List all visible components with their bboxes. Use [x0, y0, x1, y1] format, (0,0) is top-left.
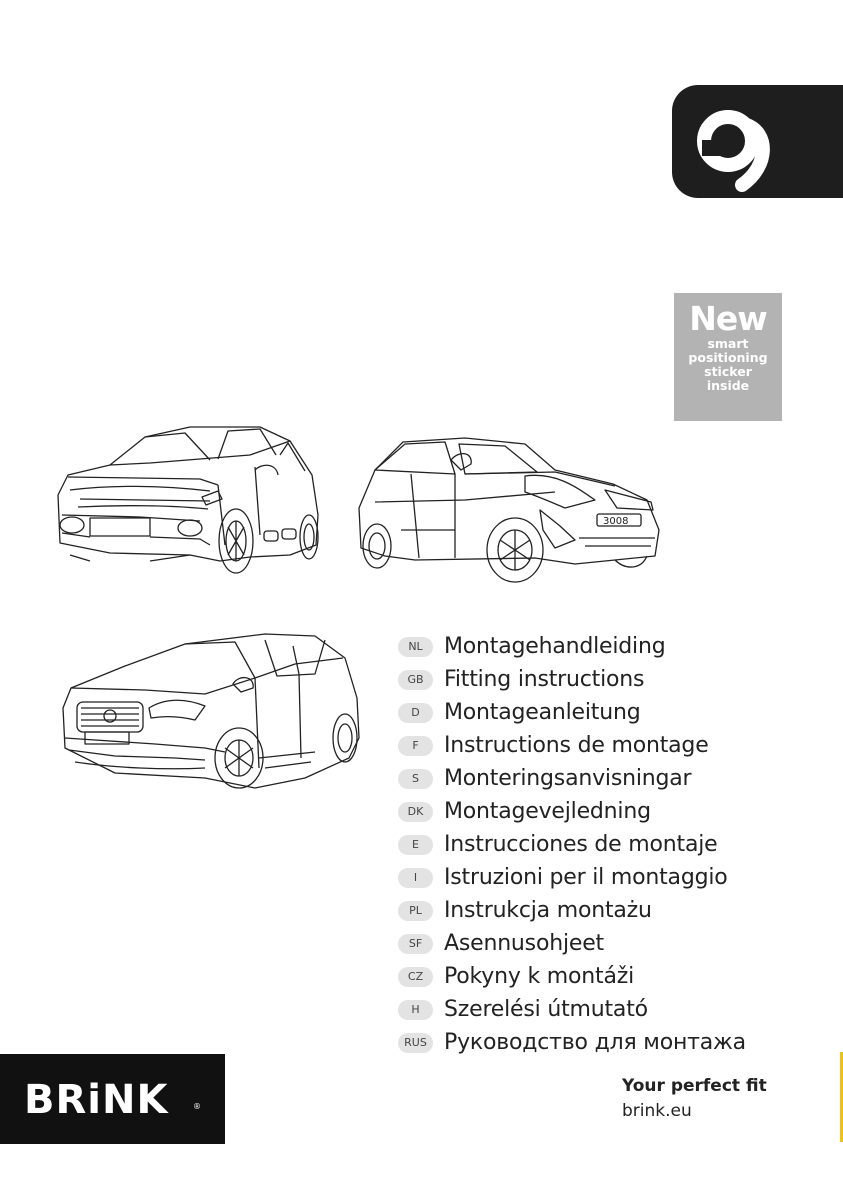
language-item-h: [398, 995, 838, 1025]
language-code-badge: I: [398, 868, 433, 888]
car-illustration-3: [55, 628, 365, 798]
website-url: brink.eu: [622, 1101, 692, 1121]
language-title: Montageanleitung: [444, 700, 641, 725]
language-code-badge: RUS: [398, 1033, 433, 1053]
language-item-nl: [398, 632, 838, 662]
brink-logo: [0, 1054, 225, 1144]
sticker-headline: New: [689, 299, 767, 338]
language-code-badge: PL: [398, 901, 433, 921]
language-item-gb: [398, 665, 838, 695]
language-code-badge: F: [398, 736, 433, 756]
language-code-badge: H: [398, 1000, 433, 1020]
language-item-s: [398, 764, 838, 794]
language-title: Instrucciones de montaje: [444, 832, 718, 857]
language-title: Instructions de montage: [444, 733, 709, 758]
language-title: Montagehandleiding: [444, 634, 666, 659]
language-item-pl: [398, 896, 838, 926]
language-item-d: [398, 698, 838, 728]
language-code-badge: NL: [398, 637, 433, 657]
language-title: Instrukcja montażu: [444, 898, 652, 923]
language-title: Pokyny k montáži: [444, 964, 635, 989]
brand-mark-icon: [672, 85, 843, 198]
language-code-badge: GB: [398, 670, 433, 690]
language-item-dk: [398, 797, 838, 827]
new-sticker-badge: [674, 293, 782, 421]
sticker-subtext: smart positioning sticker inside: [688, 336, 768, 393]
language-code-badge: DK: [398, 802, 433, 822]
language-title: Руководство для монтажа: [444, 1030, 746, 1055]
language-code-badge: S: [398, 769, 433, 789]
language-item-i: [398, 863, 838, 893]
language-code-badge: SF: [398, 934, 433, 954]
registered-mark: ®: [193, 1102, 201, 1111]
license-plate: 3008: [603, 516, 629, 527]
language-title: Montagevejledning: [444, 799, 651, 824]
logo-wordmark: BRiNK: [24, 1077, 169, 1123]
language-item-rus: [398, 1028, 838, 1058]
language-title: Asennusohjeet: [444, 931, 604, 956]
brand-tab: [672, 85, 843, 198]
language-title: Monteringsanvisningar: [444, 766, 692, 791]
language-code-badge: E: [398, 835, 433, 855]
language-item-f: [398, 731, 838, 761]
language-item-e: [398, 830, 838, 860]
tagline: Your perfect fit: [622, 1076, 767, 1096]
car-illustration-1: [50, 415, 325, 585]
language-title: Istruzioni per il montaggio: [444, 865, 728, 890]
language-item-cz: [398, 962, 838, 992]
language-title: Szerelési útmutató: [444, 997, 648, 1022]
language-item-sf: [398, 929, 838, 959]
car-illustration-2: [355, 430, 665, 590]
language-code-badge: D: [398, 703, 433, 723]
language-title: Fitting instructions: [444, 667, 645, 692]
language-code-badge: CZ: [398, 967, 433, 987]
